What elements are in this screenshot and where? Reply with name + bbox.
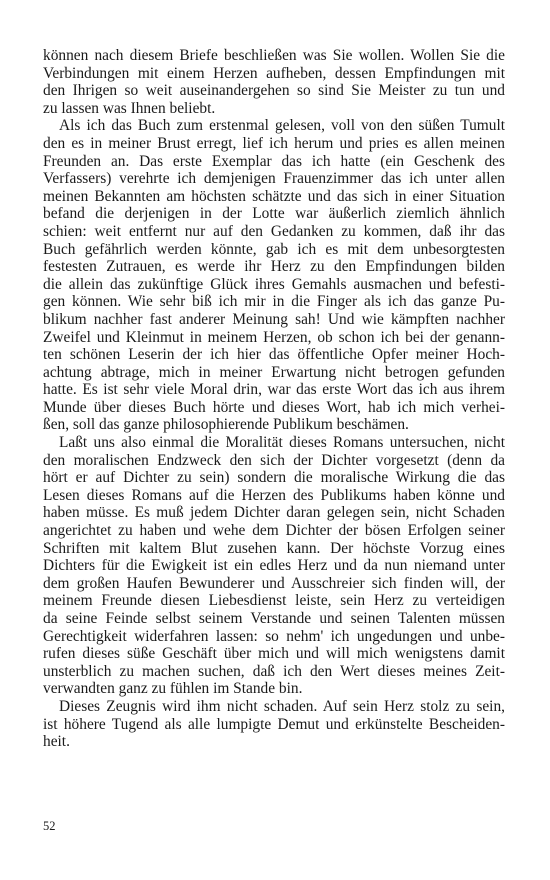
paragraph-2: [43, 117, 505, 434]
text-line: den Ihrigen so weit auseinandergehen so sind Sie Meister zu tun und: [43, 82, 505, 100]
text-line: unsterblich zu machen suchen, daß ich den Wert dieses meines Zeit-: [43, 662, 505, 680]
text-line: Verfassers) verehrte ich demjenigen Frauenzimmer das ich unter allen: [43, 170, 505, 188]
text-line: ist höhere Tugend als alle lumpigte Demut und erkünstelte Bescheiden-: [43, 715, 505, 733]
text-line: Gerechtigkeit widerfahren lassen: so nehm' ich ungedungen und unbe-: [43, 627, 505, 645]
text-line: heit.: [43, 733, 70, 751]
text-line: Schriften mit kaltem Blut zusehen kann. Der höchste Vorzug eines: [43, 539, 505, 557]
text-line: Als ich das Buch zum erstenmal gelesen, voll von den süßen Tumult: [59, 117, 505, 135]
text-line: angerichtet zu haben und wehe dem Dichter der bösen Erfolgen seiner: [43, 522, 505, 540]
text-line: Lesen dieses Romans auf die Herzen des Publikums haben könne und: [43, 486, 505, 504]
text-line: Buch gefährlich werden könnte, gab ich es mit dem unbesorgtesten: [43, 240, 505, 258]
text-line: Dieses Zeugnis wird ihm nicht schaden. Auf sein Herz stolz zu sein,: [59, 697, 505, 715]
text-line: festesten Zutrauen, es werde ihr Herz zu den Empfindungen bilden: [43, 258, 505, 276]
text-line: die allein das zukünftige Glück ihres Gemahls ausmachen und befesti-: [43, 275, 505, 293]
text-line: können nach diesem Briefe beschließen was Sie wollen. Wollen Sie die: [43, 47, 505, 64]
text-line: Laßt uns also einmal die Moralität dieses Romans untersuchen, nicht: [59, 434, 505, 452]
text-line: verwandten ganz zu fühlen im Stande bin.: [43, 680, 303, 698]
text-line: da seine Feinde selbst seinem Verstande und seinen Talenten müssen: [43, 610, 505, 627]
text-line: Dichters für die Ewigkeit ist ein edles Herz und da nun niemand unter: [43, 557, 505, 575]
text-line: befand die derjenigen in der Lotte war äußerlich ziemlich ähnlich: [43, 205, 505, 223]
text-line: haben müsse. Es muß jedem Dichter daran gelegen sein, nicht Schaden: [43, 504, 505, 522]
text-line: ten schönen Leserin der ich hier das öffentliche Opfer meiner Hoch-: [43, 346, 505, 364]
page-body: [43, 47, 505, 751]
text-line: zu lassen was Ihnen beliebt.: [43, 99, 216, 117]
text-line: gen können. Wie sehr biß ich mir in die Finger als ich das ganze Pu-: [43, 293, 505, 311]
text-line: rufen dieses süße Geschäft über mich und will mich wenigstens damit: [43, 645, 505, 663]
text-line: den es in meiner Brust erregt, lief ich herum und pries es allen meinen: [43, 134, 505, 152]
text-line: Munde über dieses Buch hörte und dieses Wort, hab ich mich verhei-: [43, 398, 505, 416]
text-line: schien: weit entfernt nur auf den Gedanken zu kommen, daß ihr das: [43, 222, 505, 240]
paragraph-1: [43, 47, 505, 117]
text-line: blikum nachher fast anderer Meinung sah! Und wie kämpften nachher: [43, 310, 505, 328]
text-line: den moralischen Endzweck den sich der Dichter vorgesetzt (denn da: [43, 451, 505, 469]
text-line: Freunden an. Das erste Exemplar das ich hatte (ein Geschenk des: [43, 152, 505, 170]
page-number: 52: [43, 819, 56, 833]
paragraph-4: [43, 698, 505, 751]
paragraph-3: [43, 434, 505, 698]
text-line: hatte. Es ist sehr viele Moral drin, war das erste Wort das ich aus ihrem: [43, 381, 505, 399]
text-line: meinem Freunde diesen Liebesdienst leiste, sein Herz zu verteidigen: [43, 592, 505, 610]
text-line: Verbindungen mit einem Herzen aufheben, dessen Empfindungen mit: [43, 64, 505, 82]
text-line: achtung abtrage, mich in meiner Erwartung nicht betrogen gefunden: [43, 363, 505, 381]
text-line: hört er auf Dichter zu sein) sondern die moralische Wirkung die das: [43, 469, 505, 487]
text-line: meinen Bekannten am höchsten schätzte und das sich in einer Situation: [43, 187, 505, 205]
text-line: ßen, soll das ganze philosophierende Publikum beschämen.: [43, 416, 409, 434]
text-line: Zweifel und Kleinmut in meinem Herzen, ob schon ich bei der genann-: [43, 328, 505, 346]
text-line: dem großen Haufen Bewunderer und Ausschreier sich finden will, der: [43, 574, 505, 592]
